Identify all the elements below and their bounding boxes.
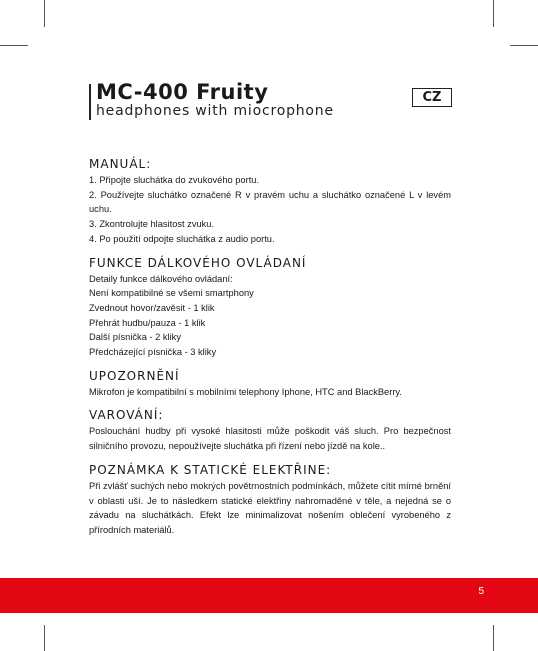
manual-content <box>89 157 451 547</box>
section-heading: VAROVÁNÍ: <box>89 408 164 423</box>
crop-mark-bottom-left <box>44 625 45 651</box>
section-notice <box>89 369 451 400</box>
section-warning <box>89 408 451 453</box>
section-remote-control <box>89 256 451 360</box>
product-subtitle: headphones with miocrophone <box>96 103 334 119</box>
page-number: 5 <box>478 586 484 597</box>
crop-mark-left-top <box>0 45 28 46</box>
section-heading: MANUÁL: <box>89 157 152 171</box>
list-item: 1. Připojte sluchátka do zvukového portu. <box>89 175 260 185</box>
section-heading: FUNKCE DÁLKOVÉHO OVLÁDANÍ <box>89 255 307 270</box>
list-item: Přehrát hudbu/pauza - 1 klik <box>89 317 206 328</box>
section-text: Při zvlášť suchých nebo mokrých povětrnostních podmínkách, můžete cítit mírné brnění v oblasti uší. Je to následkem statické elektřiny nahromaděné v těle, a nejedná se o závadu na sluchátkách. Efekt lze minimalizovat nošením oblečení vyrobeného z přírodních materiálů. <box>89 480 451 535</box>
list-item: Předcházející písnička - 3 kliky <box>89 347 217 358</box>
section-static-electricity <box>89 463 451 538</box>
list-item: 3. Zkontrolujte hlasitost zvuku. <box>89 219 215 230</box>
crop-mark-top-left <box>44 0 45 27</box>
section-heading: POZNÁMKA K STATICKÉ ELEKTŘINE: <box>89 462 332 477</box>
product-title: MC-400 Fruity <box>96 80 269 104</box>
list-item: Detaily funkce dálkového ovládaní: <box>89 273 233 284</box>
list-item: Zvednout hovor/zavěsit - 1 klik <box>89 302 215 313</box>
section-manual <box>89 157 451 247</box>
crop-mark-bottom-right <box>493 625 494 651</box>
section-heading: UPOZORNĚNÍ <box>89 368 180 383</box>
list-item: 4. Po použití odpojte sluchátka z audio portu. <box>89 233 275 244</box>
section-text: Mikrofon je kompatibilní s mobilními telephony Iphone, HTC and BlackBerry. <box>89 386 402 397</box>
title-rule <box>89 84 91 120</box>
crop-mark-right-top <box>510 45 538 46</box>
list-item: Další písnička - 2 kliky <box>89 332 181 343</box>
footer-band <box>0 578 538 613</box>
section-text: Poslouchání hudby při vysoké hlasitosti může poškodit váš sluch. Pro bezpečnost silničního provozu, nepoužívejte sluchátka při řízení nebo jízdě na kole.. <box>89 426 451 452</box>
list-item: Není kompatibilné se všemi smartphony <box>89 288 254 299</box>
list-item: 2. Používejte sluchátko označené R v pravém uchu a sluchátko označené L v levém uchu. <box>89 189 451 215</box>
language-badge: CZ <box>412 88 452 107</box>
crop-mark-top-right <box>493 0 494 27</box>
